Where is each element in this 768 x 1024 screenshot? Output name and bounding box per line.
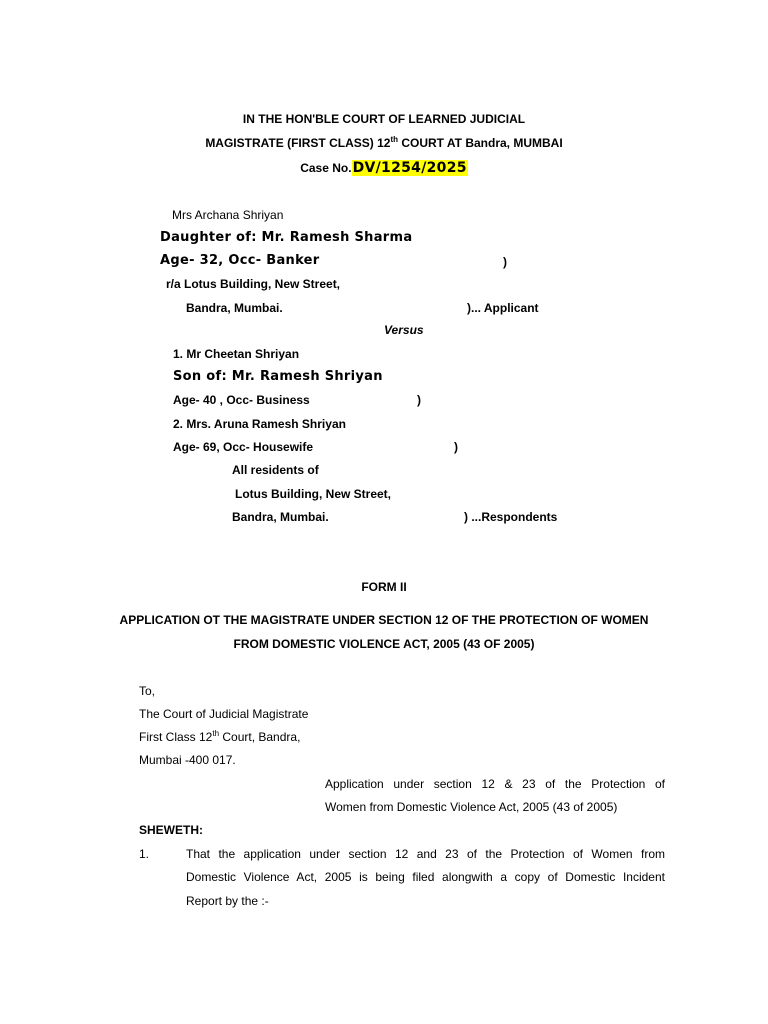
respondent1-bracket: ) [417,393,421,407]
applicant-relation: Daughter of: Mr. Ramesh Sharma [160,230,413,245]
address-court: The Court of Judicial Magistrate [139,707,309,721]
para1-line2: Domestic Violence Act, 2005 is being filed alongwith a copy of Domestic Incident [186,870,665,884]
applicant-address-line1: r/a Lotus Building, New Street, [166,277,341,291]
residents-line1: All residents of [232,463,319,477]
respondents-role: ) ...Respondents [464,510,558,524]
subject-line2: Women from Domestic Violence Act, 2005 (43 of 2005) [325,800,618,814]
case-number: DV/1254/2025 [352,160,467,176]
applicant-address-line2: Bandra, Mumbai. [186,301,283,315]
form-heading-line1: APPLICATION OT THE MAGISTRATE UNDER SECTION 12 OF THE PROTECTION OF WOMEN [119,613,649,627]
respondent2-age-occupation: Age- 69, Occ- Housewife [173,440,314,454]
subject-line1: Application under section 12 & 23 of the Protection of [325,777,665,791]
applicant-age-occupation: Age- 32, Occ- Banker [160,253,320,268]
respondent1-age-occupation: Age- 40 , Occ- Business [173,393,310,407]
form-title: FORM II [361,580,407,594]
court-heading-line2: MAGISTRATE (FIRST CLASS) 12th COURT AT Bandra, MUMBAI [205,135,563,150]
para1-line1: That the application under section 12 and 23 of the Protection of Women from [186,847,665,861]
respondent1-name: 1. Mr Cheetan Shriyan [173,347,300,361]
respondent1-relation: Son of: Mr. Ramesh Shriyan [173,369,383,384]
case-number-line: Case No.DV/1254/2025 [300,160,467,176]
respondent2-bracket: ) [454,440,458,454]
form-heading-line2: FROM DOMESTIC VIOLENCE ACT, 2005 (43 OF 2005) [233,637,535,651]
applicant-role: )... Applicant [467,301,539,315]
address-line4: Mumbai -400 017. [139,753,236,767]
respondent2-name: 2. Mrs. Aruna Ramesh Shriyan [173,417,346,431]
court-heading-line1: IN THE HON'BLE COURT OF LEARNED JUDICIAL [242,112,526,126]
para1-line3: Report by the :- [186,894,269,908]
address-to: To, [139,684,156,698]
applicant-bracket: ) [503,255,507,269]
residents-line2: Lotus Building, New Street, [235,487,392,501]
para1-number: 1. [139,847,150,861]
sheweth-heading: SHEWETH: [139,823,203,837]
address-line3: First Class 12th Court, Bandra, [139,729,301,744]
versus-label: Versus [384,323,424,337]
applicant-name: Mrs Archana Shriyan [172,208,284,222]
residents-line3: Bandra, Mumbai. [232,510,329,524]
